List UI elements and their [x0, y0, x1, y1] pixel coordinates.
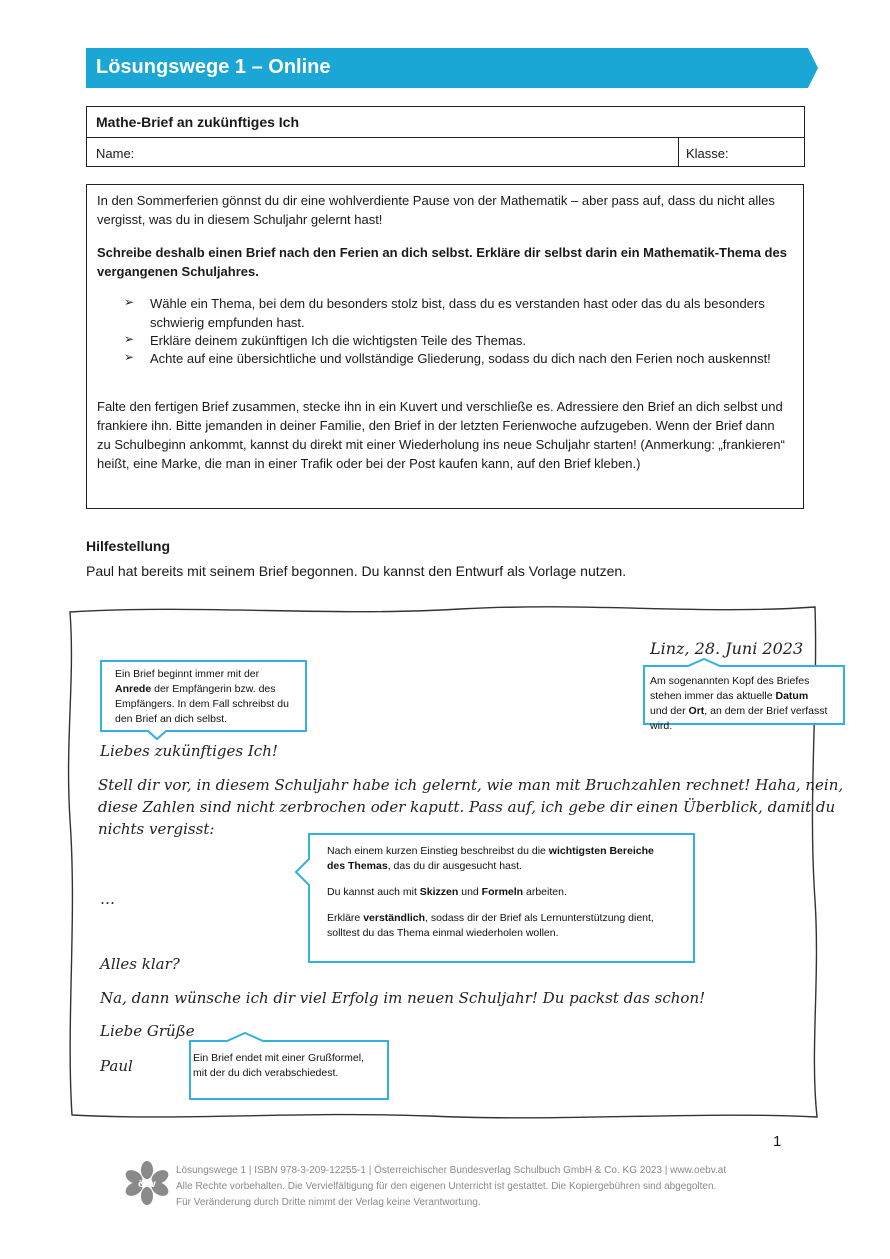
letter-place-date: Linz, 28. Juni 2023	[650, 639, 804, 658]
letter-ellipsis: …	[100, 890, 115, 908]
publisher-logo-icon	[124, 1160, 170, 1206]
letter-body-line: Stell dir vor, in diesem Schuljahr habe ich gelernt, wie man mit Bruchzahlen rechnet! Haha, nein,	[98, 776, 844, 794]
callout-gruss: Ein Brief endet mit einer Grußformel, mit der du dich verabschiedest.	[193, 1052, 364, 1079]
letter-body-line: nichts vergisst:	[98, 820, 215, 838]
page-number: 1	[773, 1133, 782, 1150]
callout-anrede: Ein Brief beginnt immer mit der Anrede der Empfängerin bzw. des Empfängers. In dem Fall schreibst du den Brief an dich selbst.	[115, 668, 289, 725]
footer-line: Alle Rechte vorbehalten. Die Vervielfältigung für den eigenen Unterricht ist gestattet. Die Kopiergebühren sind abgegolten.	[176, 1181, 717, 1192]
help-title: Hilfestellung	[86, 538, 171, 554]
letter-greeting: Liebes zukünftiges Ich!	[100, 742, 278, 760]
task-instruction: Schreibe deshalb einen Brief nach den Ferien an dich selbst. Erkläre dir selbst darin ein Mathematik-Thema des vergangenen Schuljahres.	[97, 245, 787, 279]
arrow-bullet-icon: ➢	[124, 295, 135, 309]
callout-kopf: Am sogenannten Kopf des Briefes stehen immer das aktuelle Datum und der Ort, an dem der Brief verfasst wird.	[650, 675, 828, 732]
name-field-label: Name:	[96, 146, 135, 161]
letter-body-line: diese Zahlen sind nicht zerbrochen oder kaputt. Pass auf, ich gebe dir einen Überblick, damit du	[98, 798, 836, 816]
letter-closing: Liebe Grüße	[100, 1022, 195, 1040]
task-bullet: Wähle ein Thema, bei dem du besonders stolz bist, dass du es verstanden hast oder das du als besonders schwierig empfunden hast.	[150, 296, 765, 330]
footer-line: Lösungswege 1 | ISBN 978-3-209-12255-1 | Österreichischer Bundesverlag Schulbuch GmbH & Co. KG 2023 | www.oebv.at	[176, 1165, 727, 1176]
letter-signature: Paul	[100, 1057, 133, 1075]
letter-question: Alles klar?	[100, 955, 180, 973]
letter-wish: Na, dann wünsche ich dir viel Erfolg im neuen Schuljahr! Du packst das schon!	[100, 989, 706, 1007]
footer-line: Für Veränderung durch Dritte nimmt der Verlag keine Verantwortung.	[176, 1197, 481, 1208]
task-intro: In den Sommerferien gönnst du dir eine wohlverdiente Pause von der Mathematik – aber pass auf, dass du nicht alles vergisst, was du in diesem Schuljahr gelernt hast!	[97, 193, 775, 227]
worksheet-title: Mathe-Brief an zukünftiges Ich	[96, 114, 300, 130]
arrow-bullet-icon: ➢	[124, 350, 135, 364]
help-text: Paul hat bereits mit seinem Brief begonnen. Du kannst den Entwurf als Vorlage nutzen.	[86, 563, 627, 579]
footer	[176, 1163, 796, 1211]
header-title: Lösungswege 1 – Online	[96, 56, 331, 78]
publisher-logo-text: öbv	[138, 1179, 156, 1190]
callout-inhalt: Nach einem kurzen Einstieg beschreibst du die wichtigsten Bereiche des Themas, das du dir ausgesucht hast. Du kannst auch mit Skizzen und Formeln arbeiten. Erkläre verständlich, sodass dir der Brief als Lernunterstützung dient, solltest du das Thema einmal wiederholen wollen.	[327, 845, 654, 939]
arrow-bullet-icon: ➢	[124, 332, 135, 346]
task-outro: Falte den fertigen Brief zusammen, stecke ihn in ein Kuvert und verschließe es. Adressiere den Brief an dich selbst und frankiere ihn. Bitte jemanden in deiner Familie, den Brief in der letzten Ferienwoche aufzugeben. Wenn der Brief dann zu Schulbeginn ankommt, kannst du direkt mit einer Wiederholung ins neue Schuljahr starten! (Anmerkung: „frankieren“ heißt, eine Marke, die man in einer Trafik oder bei der Post kaufen kann, auf den Brief kleben.)	[97, 399, 785, 471]
task-bullet: Achte auf eine übersichtliche und vollständige Gliederung, sodass du dich nach den Ferien noch auskennst!	[150, 351, 771, 366]
task-bullet: Erkläre deinem zukünftigen Ich die wichtigsten Teile des Themas.	[150, 333, 526, 348]
class-field-label: Klasse:	[686, 146, 729, 161]
